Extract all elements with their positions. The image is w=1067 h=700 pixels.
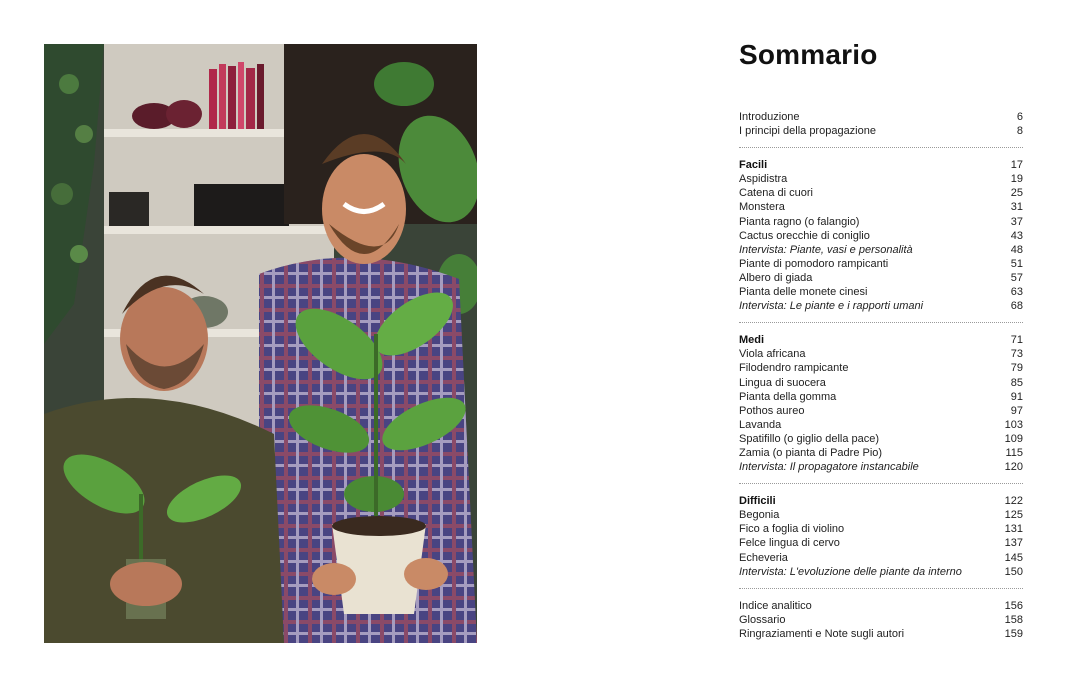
toc-entry[interactable]	[739, 404, 1023, 418]
photo-two-men-with-plants-icon	[44, 44, 477, 643]
section-divider	[739, 147, 1023, 148]
toc-entry[interactable]	[739, 229, 1023, 243]
toc-entry-page: 156	[1004, 599, 1023, 612]
toc-entry[interactable]	[739, 446, 1023, 460]
toc-entry[interactable]	[739, 172, 1023, 186]
toc-entry-page: 71	[1010, 334, 1023, 347]
toc-entry-label: Echeveria	[739, 551, 788, 564]
toc-entry-page: 48	[1010, 243, 1023, 256]
toc-entry-label: Albero di giada	[739, 271, 813, 284]
toc-entry-label: Begonia	[739, 509, 780, 522]
toc-entry-page: 85	[1010, 376, 1023, 389]
toc-entry-label: Indice analitico	[739, 599, 812, 612]
toc-entry[interactable]	[739, 460, 1023, 474]
toc-section-heading[interactable]	[739, 333, 1023, 347]
toc-entry-label: Lingua di suocera	[739, 376, 826, 389]
toc-section	[739, 599, 1023, 641]
toc-entry-label: Viola africana	[739, 348, 806, 361]
toc-entry-page: 145	[1004, 551, 1023, 564]
toc-entry-page: 19	[1010, 173, 1023, 186]
toc-entry[interactable]	[739, 627, 1023, 641]
section-divider	[739, 322, 1023, 323]
toc-entry-label: Felce lingua di cervo	[739, 537, 840, 550]
toc-entry-label: Spatifillo (o giglio della pace)	[739, 432, 880, 445]
toc-entry[interactable]	[739, 551, 1023, 565]
toc-entry-page: 17	[1010, 159, 1023, 172]
toc-entry[interactable]	[739, 508, 1023, 522]
toc-entry-page: 73	[1010, 348, 1023, 361]
toc-entry-label: Lavanda	[739, 418, 782, 431]
toc-entry[interactable]	[739, 390, 1023, 404]
toc-entry[interactable]	[739, 215, 1023, 229]
toc-entry-label: Pianta ragno (o falangio)	[739, 215, 860, 228]
toc-section-heading[interactable]	[739, 158, 1023, 172]
toc-entry-label: Facili	[739, 159, 768, 172]
toc-entry-label: Cactus orecchie di coniglio	[739, 229, 870, 242]
toc-entry-label: Pianta della gomma	[739, 390, 837, 403]
toc-entry-label: Ringraziamenti e Note sugli autori	[739, 627, 905, 640]
toc-entry-page: 158	[1004, 613, 1023, 626]
toc-entry-page: 68	[1010, 300, 1023, 313]
toc-section	[739, 158, 1023, 313]
toc-entry-page: 31	[1010, 201, 1023, 214]
toc-entry[interactable]	[739, 124, 1023, 138]
toc-entry-label: Intervista: Piante, vasi e personalità	[739, 243, 913, 256]
toc-entry-page: 37	[1010, 215, 1023, 228]
toc-entry-page: 91	[1010, 390, 1023, 403]
toc-entry[interactable]	[739, 522, 1023, 536]
toc-entry-page: 131	[1004, 523, 1023, 536]
toc-entry-label: Catena di cuori	[739, 187, 813, 200]
toc-entry[interactable]	[739, 243, 1023, 257]
toc-entry-label: Difficili	[739, 495, 776, 508]
toc-entry-page: 103	[1004, 418, 1023, 431]
toc-entry-page: 57	[1010, 271, 1023, 284]
toc-entry[interactable]	[739, 418, 1023, 432]
table-of-contents	[739, 40, 1023, 641]
toc-entry-page: 115	[1005, 446, 1023, 459]
toc-entry[interactable]	[739, 299, 1023, 313]
toc-entry-label: Introduzione	[739, 111, 800, 123]
toc-entry-page: 79	[1010, 362, 1023, 375]
toc-entry-label: Intervista: Le piante e i rapporti umani	[739, 300, 924, 313]
toc-entry[interactable]	[739, 361, 1023, 375]
toc-entry[interactable]	[739, 536, 1023, 550]
toc-entry-page: 25	[1010, 187, 1023, 200]
toc-entry[interactable]	[739, 200, 1023, 214]
toc-entry-label: Pothos aureo	[739, 404, 805, 417]
toc-entry[interactable]	[739, 257, 1023, 271]
toc-entry[interactable]	[739, 613, 1023, 627]
toc-entry[interactable]	[739, 110, 1023, 124]
toc-section	[739, 110, 1023, 138]
toc-entry-label: Filodendro rampicante	[739, 362, 849, 375]
toc-section-heading[interactable]	[739, 494, 1023, 508]
toc-entry-label: I principi della propagazione	[739, 125, 876, 138]
toc-entry-label: Glossario	[739, 613, 786, 626]
toc-entry[interactable]	[739, 565, 1023, 579]
toc-entry-label: Aspidistra	[739, 173, 788, 186]
toc-entry[interactable]	[739, 186, 1023, 200]
toc-sections	[739, 110, 1023, 641]
toc-entry[interactable]	[739, 432, 1023, 446]
toc-entry-label: Monstera	[739, 201, 785, 214]
toc-section	[739, 333, 1023, 474]
toc-entry-page: 63	[1010, 286, 1023, 299]
toc-entry-page: 159	[1004, 627, 1023, 640]
toc-entry-page: 51	[1010, 257, 1023, 270]
toc-entry-page: 109	[1004, 432, 1023, 445]
toc-entry-label: Fico a foglia di violino	[739, 523, 845, 536]
toc-entry[interactable]	[739, 347, 1023, 361]
toc-entry-label: Zamia (o pianta di Padre Pio)	[739, 446, 883, 459]
toc-entry-page: 125	[1004, 509, 1023, 522]
toc-entry-page: 8	[1016, 125, 1023, 138]
toc-entry-label: Intervista: L'evoluzione delle piante da interno	[739, 565, 962, 578]
toc-entry-page: 137	[1004, 537, 1023, 550]
toc-entry-label: Pianta delle monete cinesi	[739, 286, 868, 299]
toc-entry-label: Medi	[739, 334, 765, 347]
toc-entry[interactable]	[739, 599, 1023, 613]
toc-entry-page: 43	[1010, 229, 1023, 242]
toc-entry-page: 120	[1004, 461, 1023, 474]
toc-entry-page: 97	[1010, 404, 1023, 417]
page-title: Sommario	[739, 39, 878, 70]
toc-entry[interactable]	[739, 285, 1023, 299]
toc-entry-page: 150	[1004, 565, 1023, 578]
toc-entry-page: 6	[1016, 111, 1023, 123]
section-divider	[739, 588, 1023, 589]
toc-entry[interactable]	[739, 271, 1023, 285]
toc-section	[739, 494, 1023, 579]
section-divider	[739, 483, 1023, 484]
toc-entry-label: Intervista: Il propagatore instancabile	[739, 461, 919, 474]
cover-photo	[44, 44, 477, 643]
toc-entry-label: Piante di pomodoro rampicanti	[739, 257, 889, 270]
toc-entry[interactable]	[739, 376, 1023, 390]
toc-entry-page: 122	[1004, 495, 1023, 508]
